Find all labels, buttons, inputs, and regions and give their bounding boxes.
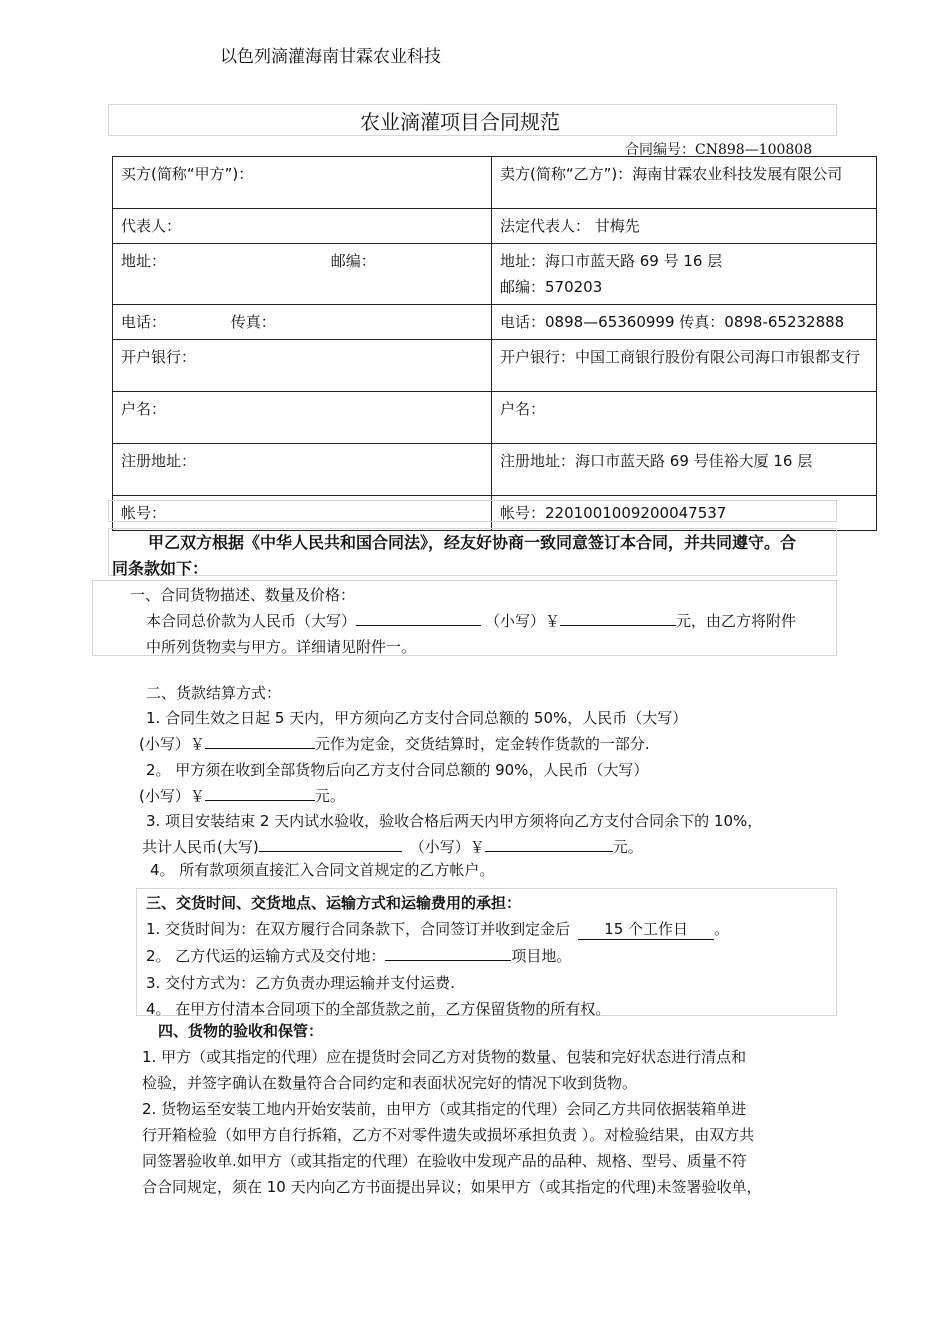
contract-number: 合同编号：CN898—100808 [625, 142, 813, 158]
delivery-place-blank [385, 945, 511, 961]
total-price-lower-blank [560, 610, 676, 626]
seller-bank-cell: 开户银行：中国工商银行股份有限公司海口市银都支行 [492, 340, 877, 392]
total-price-label: 本合同总价款为人民币（大写） [146, 612, 357, 630]
section-2-item-2a: 2。 甲方须在收到全部货物后向乙方支付合同总额的 90%，人民币（大写） [146, 761, 649, 779]
delivery-time-value: 15 个工作日 [578, 918, 714, 940]
section-4-line-6: 合合同规定，须在 10 天内向乙方书面提出异议；如果甲方（或其指定的代理)未签署验收单， [142, 1178, 762, 1196]
buyer-account-name-cell: 户名： [113, 392, 492, 444]
seller-account-no-cell: 帐号：2201001009200047537 [492, 496, 877, 531]
seller-reg-address-cell: 注册地址：海口市蓝天路 69 号佳裕大厦 16 层 [492, 444, 877, 496]
section-2-item-4: 4。 所有款项须直接汇入合同文首规定的乙方帐户。 [150, 861, 495, 879]
total-price-upper-blank [356, 610, 481, 626]
seller-address-cell [492, 244, 877, 305]
deposit-suffix: 元作为定金，交货结算时，定金转作货款的一部分. [314, 735, 650, 753]
payment-90-lower-blank [205, 785, 315, 801]
payment-90-lower-label: (小写）￥ [139, 787, 205, 805]
deposit-lower-label: (小写）￥ [139, 735, 205, 753]
section-3-item-1 [146, 918, 729, 940]
seller-account-name-cell: 户名： [492, 392, 877, 444]
payment-90-suffix: 元。 [314, 787, 345, 805]
section-4-line-4: 行开箱检验（如甲方自行拆箱，乙方不对零件遗失或损坏承担负责 ）。对检验结果，由双方共 [142, 1126, 755, 1144]
seller-address: 地址：海口市蓝天路 69 号 16 层 [500, 252, 723, 270]
total-price-suffix: 元，由乙方将附件 [676, 612, 797, 630]
seller-cell: 卖方(简称“乙方”)：海南甘霖农业科技发展有限公司 [492, 157, 877, 209]
section-2-item-1b [139, 733, 650, 754]
intro-line-1: 甲乙双方根据《中华人民共和国合同法》，经友好协商一致同意签订本合同，并共同遵守。合 [148, 533, 797, 552]
buyer-cell: 买方(简称“甲方”)： [113, 157, 492, 209]
section-1-line-2: 中所列货物卖与甲方。详细请见附件一。 [146, 638, 417, 656]
buyer-account-no-cell: 帐号： [113, 496, 492, 531]
balance-upper-blank [259, 836, 402, 852]
deposit-lower-blank [205, 733, 315, 749]
balance-suffix: 元。 [612, 838, 643, 856]
delivery-time-label: 1. 交货时间为：在双方履行合同条款下，合同签订并收到定金后 [146, 920, 571, 938]
intro-frame-top [108, 500, 837, 522]
section-4-line-5: 同签署验收单.如甲方（或其指定的代理）在验收中发现产品的品种、规格、型号、质量不符 [142, 1152, 747, 1170]
delivery-time-suffix: 。 [714, 920, 730, 938]
section-4-title: 四、货物的验收和保管： [158, 1022, 324, 1040]
section-2-item-3b [142, 836, 643, 857]
delivery-place-label: 2。 乙方代运的运输方式及交付地： [146, 947, 386, 965]
section-1-title: 一、合同货物描述、数量及价格： [130, 586, 356, 604]
buyer-phone-label: 电话： [121, 313, 167, 331]
delivery-place-suffix: 项目地。 [511, 947, 572, 965]
section-2-title: 二、货款结算方式： [146, 684, 282, 702]
balance-lower-label: （小写）￥ [409, 838, 485, 856]
section-2-item-1a: 1. 合同生效之日起 5 天内，甲方须向乙方支付合同总额的 50%，人民币（大写） [146, 709, 688, 727]
total-price-lower-label: （小写）￥ [485, 612, 561, 630]
company-header: 以色列滴灌海南甘霖农业科技 [220, 47, 441, 67]
buyer-bank-cell: 开户银行： [113, 340, 492, 392]
section-1-line-1 [146, 610, 796, 631]
section-3-item-2 [146, 945, 571, 966]
section-4-line-3: 2. 货物运至安装工地内开始安装前，由甲方（或其指定的代理）会同乙方共同依据装箱单进 [142, 1100, 747, 1118]
balance-lower-blank [485, 836, 613, 852]
buyer-phone-cell [113, 305, 492, 340]
seller-postcode: 邮编：570203 [500, 278, 603, 296]
seller-rep-cell: 法定代表人： 甘梅先 [492, 209, 877, 244]
section-3-title: 三、交货时间、交货地点、运输方式和运输费用的承担： [146, 894, 522, 912]
party-info-table [112, 156, 877, 531]
section-2-item-3a: 3. 项目安装结束 2 天内试水验收，验收合格后两天内甲方须将向乙方支付合同余下的 10%， [146, 812, 763, 830]
document-title: 农业滴灌项目合同规范 [360, 110, 560, 134]
section-3-item-4: 4。 在甲方付清本合同项下的全部货款之前，乙方保留货物的所有权。 [146, 1000, 611, 1018]
section-4-line-2: 检验，并签字确认在数量符合合同约定和表面状况完好的情况下收到货物。 [142, 1074, 638, 1092]
section-2-item-2b [139, 785, 345, 806]
balance-upper-label: 共计人民币(大写) [142, 838, 259, 856]
buyer-rep-cell: 代表人： [113, 209, 492, 244]
buyer-postcode-label: 邮编： [330, 252, 376, 270]
buyer-address-cell [113, 244, 492, 305]
seller-phone-cell: 电话：0898—65360999 传真：0898-65232888 [492, 305, 877, 340]
buyer-fax-label: 传真： [230, 313, 276, 331]
buyer-address-label: 地址： [121, 252, 167, 270]
buyer-reg-address-cell: 注册地址： [113, 444, 492, 496]
section-4-line-1: 1. 甲方（或其指定的代理）应在提货时会同乙方对货物的数量、包装和完好状态进行清点和 [142, 1048, 747, 1066]
intro-line-2: 同条款如下： [112, 559, 209, 578]
section-3-item-3: 3. 交付方式为：乙方负责办理运输并支付运费. [146, 974, 455, 992]
